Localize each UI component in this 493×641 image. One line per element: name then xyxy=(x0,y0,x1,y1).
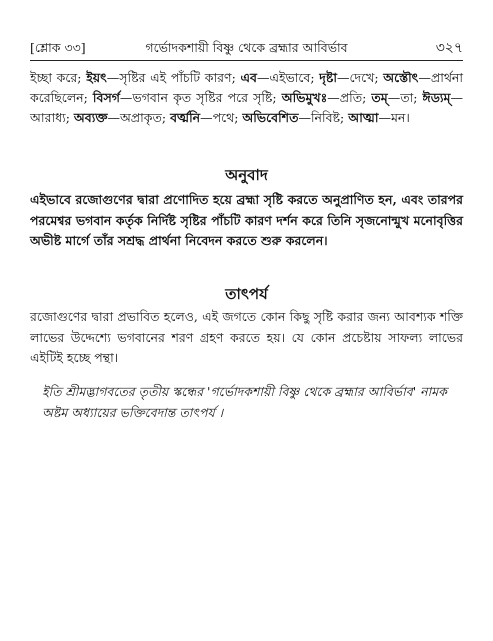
synonym-term: অস্তৌৎ xyxy=(383,70,419,85)
synonym-meaning: —তা; xyxy=(387,90,423,105)
chapter-title: গর্ভোদকশায়ী বিষ্ণু থেকে ব্রহ্মার আবির্ভাব xyxy=(145,40,348,55)
synonym-meaning: —এইভাবে; xyxy=(256,70,320,85)
translation-heading: অনুবাদ xyxy=(225,166,268,184)
synonym-meaning: —মন। xyxy=(378,110,410,125)
synonym-meaning: —সৃষ্টির এই পাঁচটি কারণ; xyxy=(106,70,241,85)
word-synonyms xyxy=(30,68,463,128)
synonym-meaning: ইচ্ছা করে; xyxy=(30,70,87,85)
header-divider xyxy=(30,60,463,61)
synonym-term: অব্যক্ত xyxy=(73,110,108,125)
translation-text: এইভাবে রজোগুণের দ্বারা প্রণোদিত হয়ে ব্রহ্মা সৃষ্টি করতে অনুপ্রাণিত হন, এবং তারপর পরমেশ্বর ভগবান কর্তৃক নির্দিষ্ট সৃষ্টির পাঁচটি কারণ দর্শন করে তিনি সৃজনোন্মুখ মনোবৃত্তির অভীষ্ট মার্গে তাঁর সশ্রদ্ধ প্রার্থনা নিবেদন করতে শুরু করলেন। xyxy=(30,192,463,248)
purport-text: রজোগুণের দ্বারা প্রভাবিত হলেও, এই জগতে কোন কিছু সৃষ্টি করার জন্য আবশ্যক শক্তি লাভের উদ্দেশ্যে ভগবানের শরণ গ্রহণ করতে হয়। যে কোন প্রচেষ্টায় সাফল্য লাভের এইটিই হচ্ছে পন্থা। xyxy=(30,309,463,365)
running-header xyxy=(30,38,463,58)
synonym-term: বর্ত্মনি xyxy=(170,110,201,125)
synonym-meaning: —আরাধ্য; xyxy=(30,90,463,125)
synonym-term: আত্মা xyxy=(348,110,379,125)
synonym-term: অভিবেশিত xyxy=(242,110,299,125)
synonym-meaning: —প্রতি; xyxy=(327,90,372,105)
synonym-term: তম্ xyxy=(371,90,388,105)
synonym-term: এব xyxy=(240,70,257,85)
synonym-term: ঈড্যম্ xyxy=(422,90,451,105)
synonym-meaning: —পথে; xyxy=(200,110,243,125)
synonym-term: বিসর্গ xyxy=(92,90,120,105)
synonym-meaning: —প্রার্থনা করেছিলেন; xyxy=(30,70,464,105)
synonym-meaning: —নিবিষ্ট; xyxy=(298,110,349,125)
synonym-term: অভিমুখঃ xyxy=(281,90,328,105)
synonym-meaning: —ভগবান কৃত সৃষ্টির পরে সৃষ্টি; xyxy=(119,90,282,105)
purport-heading: তাৎপর্য xyxy=(225,285,268,303)
synonym-term: দৃষ্টা xyxy=(319,70,337,85)
synonym-term: ইয়ৎ xyxy=(86,70,107,85)
synonym-meaning: —দেখে; xyxy=(336,70,384,85)
chapter-colophon: ইতি শ্রীমদ্ভাগবতের তৃতীয় স্কন্ধের 'গর্ভোদকশায়ী বিষ্ণু থেকে ব্রহ্মার আবির্ভাব' নামক অষ্টম অধ্যায়ের ভক্তিবেদান্ত তাৎপর্য । xyxy=(42,384,447,420)
synonym-meaning: —অপ্রাকৃত; xyxy=(107,110,171,125)
verse-reference: [শ্লোক ৩৩] xyxy=(30,40,86,55)
page-number: ৩২৭ xyxy=(435,40,463,56)
